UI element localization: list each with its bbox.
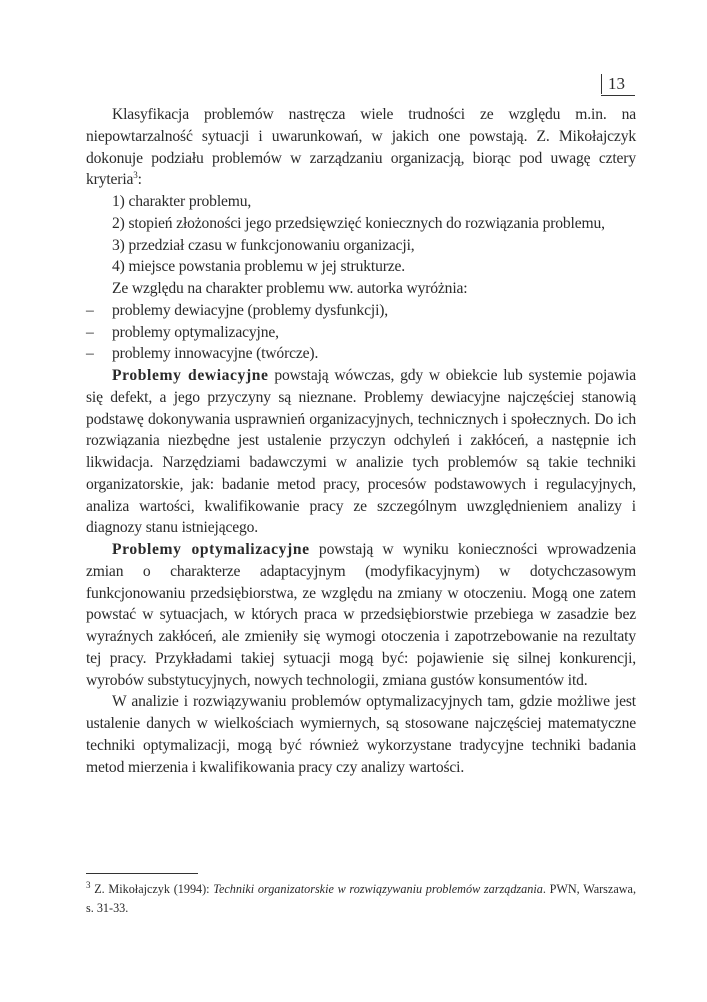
problem-type-item-2 (86, 322, 636, 344)
problem-type-item-1 (86, 300, 636, 322)
list-dash: – (86, 323, 94, 341)
problem-type-item-3 (86, 343, 636, 365)
footnote-title: Techniki organizatorskie w rozwiązywaniu problemów zarządzania (213, 882, 543, 896)
analysis-paragraph: W analizie i rozwiązywaniu problemów optymalizacyjnych tam, gdzie możliwe jest ustalenie danych w wielkościach wymiernych, są stosowane najczęściej matematyczne techniki optymalizacji, mogą być również wykorzystane tradycyjne techniki badania metod mierzenia i kwalifikowania pracy czy analizy wartości. (86, 693, 636, 776)
list-dash: – (86, 345, 94, 363)
problem-type-label: problemy innowacyjne (twórcze). (112, 345, 319, 363)
footnote-divider (86, 873, 198, 874)
page-number: 13 (601, 74, 625, 94)
types-intro-paragraph: Ze względu na charakter problemu ww. autorka wyróżnia: (112, 280, 468, 297)
intro-text: Klasyfikacja problemów nastręcza wiele trudności ze względu m.in. na niepowtarzalność sytuacji i uwarunkowań, w jakich one powstają. Z. Mikołajczyk dokonuje podziału problemów w zarządzaniu organizacją, biorąc pod uwagę cztery kryteria (86, 106, 636, 189)
footnote-number: 3 (86, 879, 91, 890)
problem-type-label: problemy optymalizacyjne, (112, 323, 279, 341)
deviation-text: powstają wówczas, gdy w obiekcie lub systemie pojawia się defekt, a jego przyczyny są nieznane. Problemy dewiacyjne najczęściej stanowią podstawę dokonywania usprawnień organizacyjnych, technicznych i społecznych. Do ich rozwiązania niezbędne jest ustalenie przyczyn odchyleń i zakłóceń, a następnie ich likwidacja. Narzędziami badawczymi w analizie tych problemów są takie techniki organizatorskie, jak: badanie metod pracy, procesów podstawowych i regulacyjnych, analiza wartości, kwalifikowanie pracy ze szczególnym uwzględnieniem analizy i diagnozy stanu istniejącego. (86, 367, 636, 537)
problem-type-label: problemy dewiacyjne (problemy dysfunkcji), (112, 301, 389, 319)
criterion-item-3: 3) przedział czasu w funkcjonowaniu organizacji, (112, 236, 415, 254)
deviation-paragraph (86, 365, 636, 539)
criterion-item-1: 1) charakter problemu, (112, 193, 252, 210)
intro-paragraph (86, 104, 636, 191)
optimization-term: Problemy optymalizacyjne (112, 541, 310, 558)
criterion-item-2: 2) stopień złożoności jego przedsięwzięć koniecznych do rozwiązania problemu, (112, 214, 605, 232)
footnote (86, 880, 636, 918)
footnote-reference: 3 (133, 170, 138, 181)
list-dash: – (86, 301, 94, 319)
criterion-item-4: 4) miejsce powstania problemu w jej strukturze. (112, 258, 406, 276)
body-text (86, 104, 636, 778)
footnote-author: Z. Mikołajczyk (1994): (90, 882, 214, 896)
deviation-term: Problemy dewiacyjne (112, 367, 269, 384)
page-number-rule (601, 95, 635, 96)
optimization-text: powstają w wyniku konieczności wprowadzenia zmian o charakterze adaptacyjnym (modyfikacyjnym) w dotychczasowym funkcjonowaniu przedsiębiorstwa, ze względu na zmiany w otoczeniu. Mogą one zatem powstać w sytuacjach, w których praca w przedsiębiorstwie przebiega w zasadzie bez wyraźnych zakłóceń, ale zmieniły się wymogi otoczenia i zapotrzebowanie na rezultaty tej pracy. Przykładami takiej sytuacji mogą być: pojawienie się silnej konkurencji, wyrobów substytucyjnych, nowych technologii, zmiana gustów konsumentów itd. (86, 541, 636, 689)
intro-colon: : (137, 171, 142, 189)
footnote-publisher: . PWN, Warszawa, s. 31-33. (86, 882, 637, 915)
optimization-paragraph (86, 539, 636, 691)
